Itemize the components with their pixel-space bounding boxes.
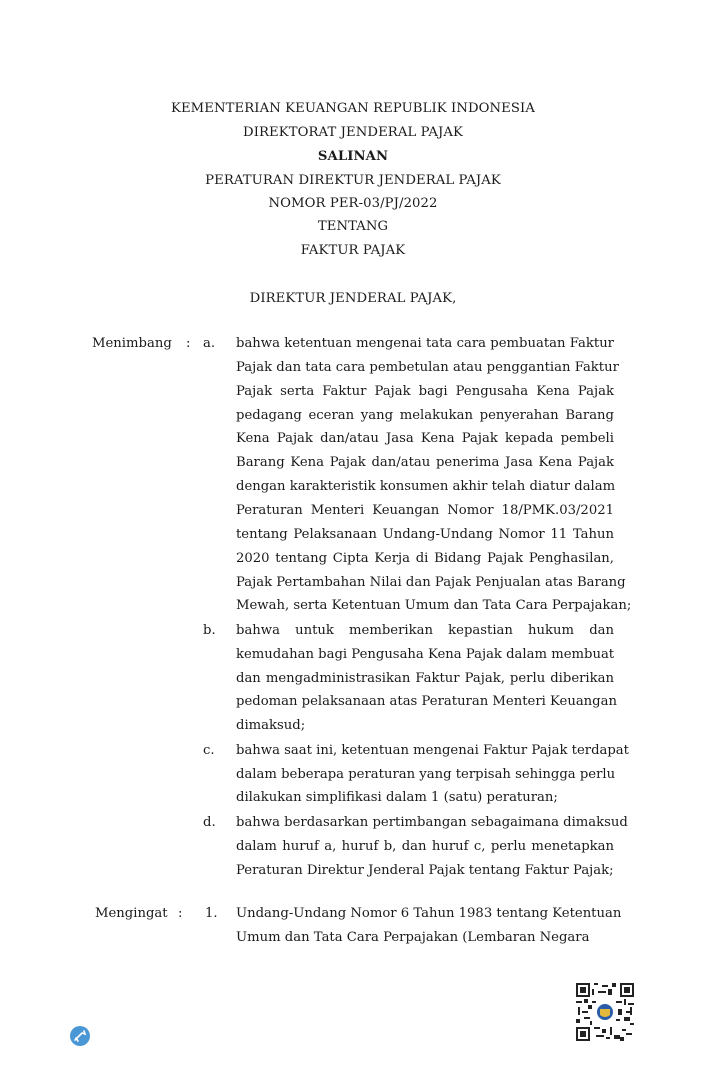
clause-marker: 1. [205,906,218,921]
clause-line: pedagang eceran yang melakukan penyerahan Barang [236,407,614,423]
clause-line: dalam huruf a, huruf b, dan huruf c, perlu menetapkan [236,838,614,854]
clause-marker: c. [203,742,215,758]
qr-code-icon [575,983,635,1041]
clause-line: bahwa saat ini, ketentuan mengenai Faktur Pajak terdapat [236,742,629,758]
directorate-title: DIREKTORAT JENDERAL PAJAK [243,125,463,140]
clause-line: Pajak Pertambahan Nilai dan Pajak Penjualan atas Barang [236,574,626,590]
clause-marker: d. [203,814,216,830]
clause-line: tentang Pelaksanaan Undang-Undang Nomor 11 Tahun [236,526,614,542]
issuer-title: DIREKTUR JENDERAL PAJAK, [249,291,457,306]
ministry-title: KEMENTERIAN KEUANGAN REPUBLIK INDONESIA [171,101,535,116]
clause-line: Undang-Undang Nomor 6 Tahun 1983 tentang Ketentuan [236,906,622,921]
regulation-subject: FAKTUR PAJAK [300,243,406,258]
clause-line: Barang Kena Pajak dan/atau penerima Jasa Kena Pajak [236,455,614,471]
pen-logo-icon [69,1025,91,1047]
mengingat-colon: : [178,906,183,921]
clause-line: Kena Pajak dan/atau Jasa Kena Pajak kepada pembeli [236,431,614,447]
clause-line: 2020 tentang Cipta Kerja di Bidang Pajak Penghasilan, [236,550,614,566]
clause-line: pedoman pelaksanaan atas Peraturan Menteri Keuangan [236,694,617,710]
clause-line: Mewah, serta Ketentuan Umum dan Tata Cara Perpajakan; [236,598,632,614]
clause-line: Peraturan Menteri Keuangan Nomor 18/PMK.03/2021 [236,502,614,518]
clause-marker: a. [203,336,216,351]
about-label: TENTANG [317,219,389,234]
clause-line: dilakukan simplifikasi dalam 1 (satu) peraturan; [236,790,558,806]
regulation-type: PERATURAN DIREKTUR JENDERAL PAJAK [205,173,501,188]
menimbang-label: Menimbang [92,336,172,351]
clause-line: Umum dan Tata Cara Perpajakan (Lembaran Negara [236,929,590,945]
regulation-number: NOMOR PER-03/PJ/2022 [268,196,438,211]
clause-line: bahwa ketentuan mengenai tata cara pembuatan Faktur [236,336,614,351]
copy-label: SALINAN [317,149,389,164]
clause-line: dimaksud; [236,718,306,734]
clause-line: dan mengadministrasikan Faktur Pajak, perlu diberikan [236,670,614,686]
menimbang-colon: : [186,336,191,351]
clause-line: dengan karakteristik konsumen akhir telah diatur dalam [236,479,616,495]
clause-line: bahwa berdasarkan pertimbangan sebagaimana dimaksud [236,814,628,830]
clause-marker: b. [203,622,216,638]
mengingat-label: Mengingat [95,906,168,921]
clause-line: bahwa untuk memberikan kepastian hukum dan [236,622,614,638]
clause-line: Pajak dan tata cara pembetulan atau penggantian Faktur [236,359,619,375]
clause-line: Pajak serta Faktur Pajak bagi Pengusaha Kena Pajak [236,383,614,399]
clause-line: kemudahan bagi Pengusaha Kena Pajak dalam membuat [236,646,615,662]
clause-line: dalam beberapa peraturan yang terpisah sehingga perlu [236,766,616,782]
clause-line: Peraturan Direktur Jenderal Pajak tentang Faktur Pajak; [236,862,614,878]
